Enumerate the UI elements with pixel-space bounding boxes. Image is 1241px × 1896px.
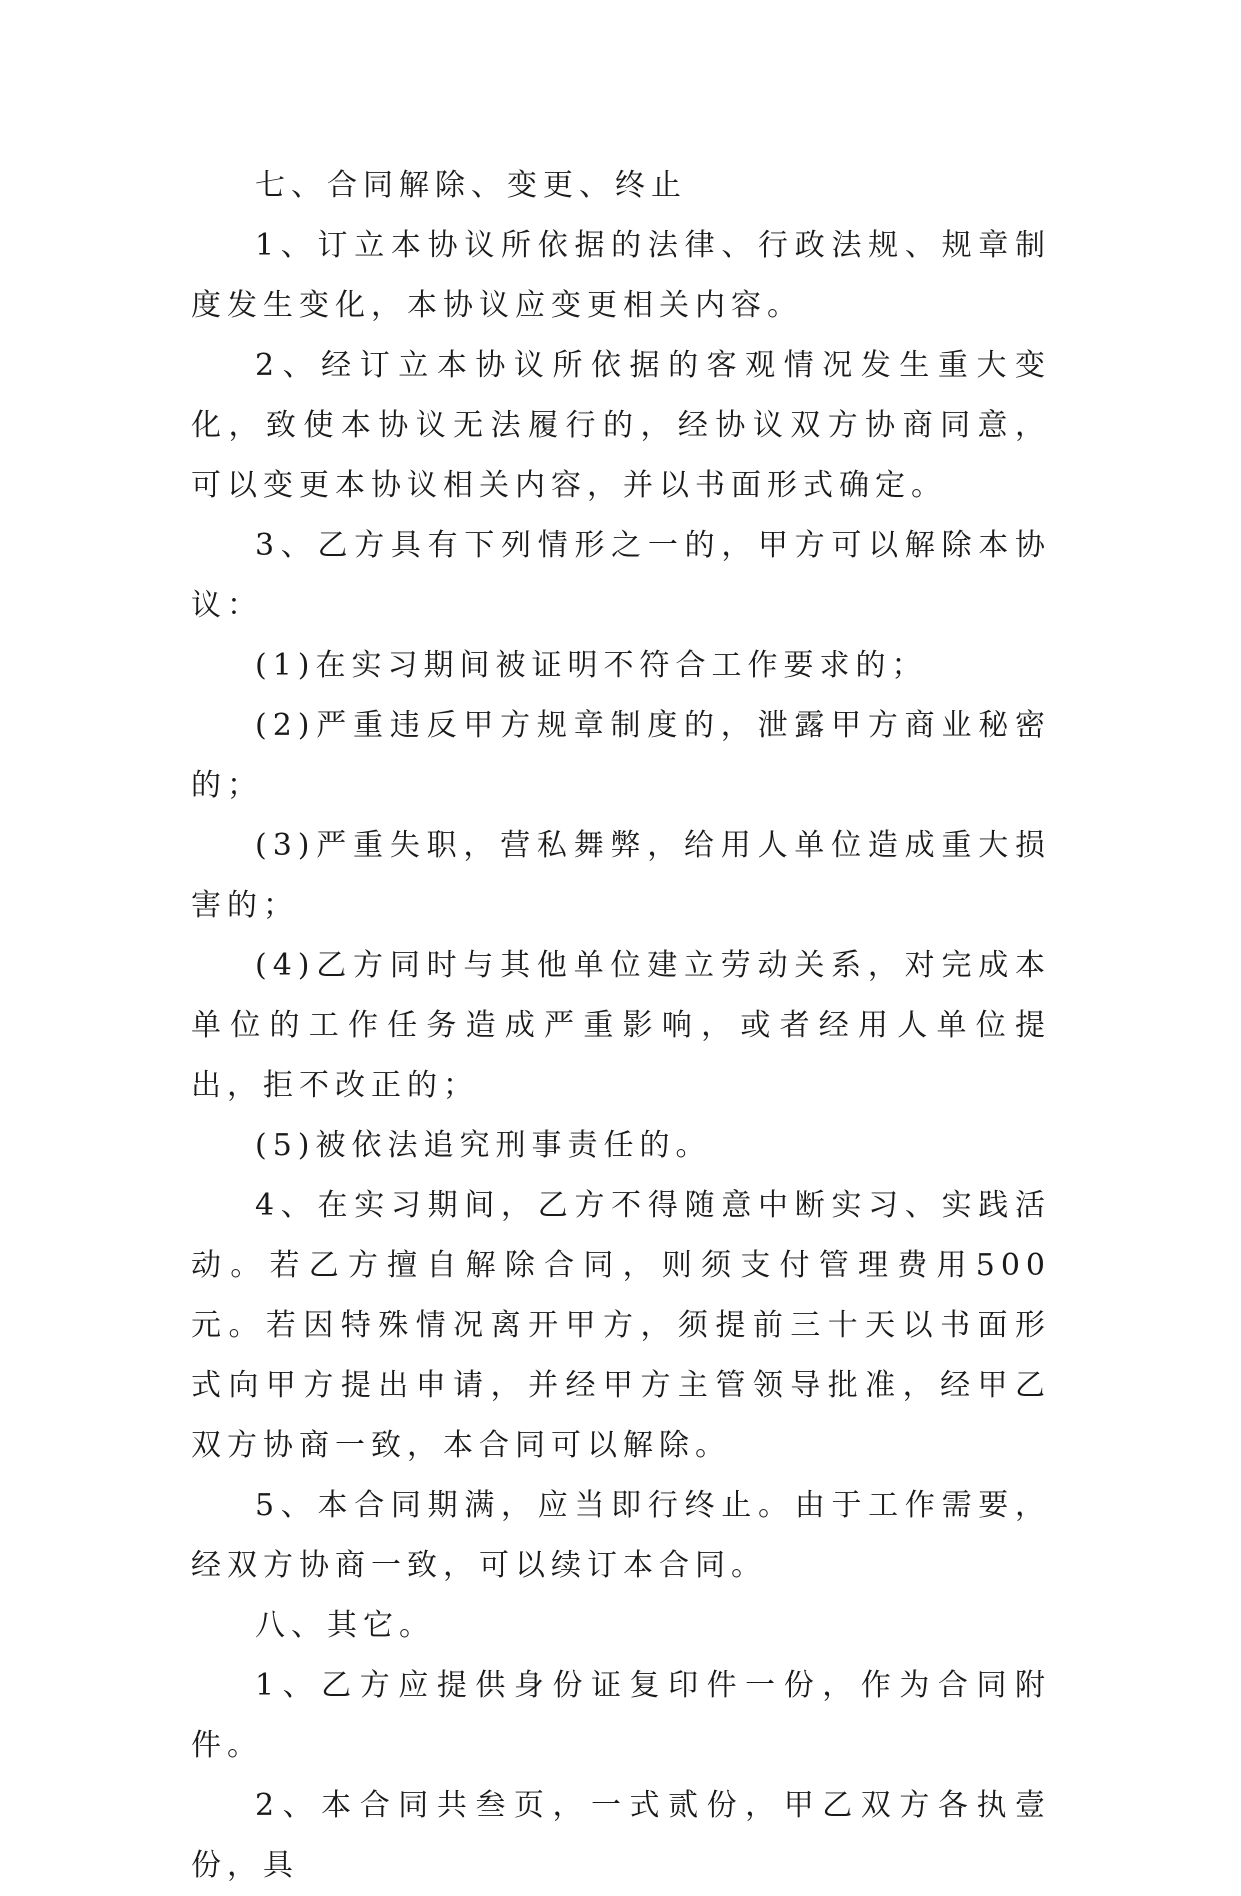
clause-7-3-item-2: (2)严重违反甲方规章制度的，泄露甲方商业秘密的； [191,708,1051,803]
clause-8-2: 2、本合同共叁页，一式贰份，甲乙双方各执壹份，具 [191,1788,1051,1883]
clause-7-3-item-5: (5)被依法追究刑事责任的。 [255,1128,712,1163]
clause-7-1: 1、订立本协议所依据的法律、行政法规、规章制度发生变化，本协议应变更相关内容。 [191,228,1051,323]
clause-7-3: 3、乙方具有下列情形之一的，甲方可以解除本协议： [191,528,1051,623]
document-page [191,156,1051,1896]
clause-7-4: 4、在实习期间，乙方不得随意中断实习、实践活动。若乙方擅自解除合同，则须支付管理费用500元。若因特殊情况离开甲方，须提前三十天以书面形式向甲方提出申请，并经甲方主管领导批准，经甲乙双方协商一致，本合同可以解除。 [191,1188,1051,1463]
clause-7-2: 2、经订立本协议所依据的客观情况发生重大变化，致使本协议无法履行的，经协议双方协商同意，可以变更本协议相关内容，并以书面形式确定。 [191,348,1051,503]
clause-7-5: 5、本合同期满，应当即行终止。由于工作需要，经双方协商一致，可以续订本合同。 [191,1488,1051,1583]
clause-7-3-item-3: (3)严重失职，营私舞弊，给用人单位造成重大损害的； [191,828,1051,923]
section-heading-other: 八、其它。 [255,1608,435,1643]
clause-8-1: 1、乙方应提供身份证复印件一份，作为合同附件。 [191,1668,1051,1763]
clause-7-3-item-1: (1)在实习期间被证明不符合工作要求的； [255,648,928,683]
section-heading-termination: 七、合同解除、变更、终止 [255,168,687,203]
clause-7-3-item-4: (4)乙方同时与其他单位建立劳动关系，对完成本单位的工作任务造成严重影响，或者经用人单位提出，拒不改正的； [191,948,1051,1103]
